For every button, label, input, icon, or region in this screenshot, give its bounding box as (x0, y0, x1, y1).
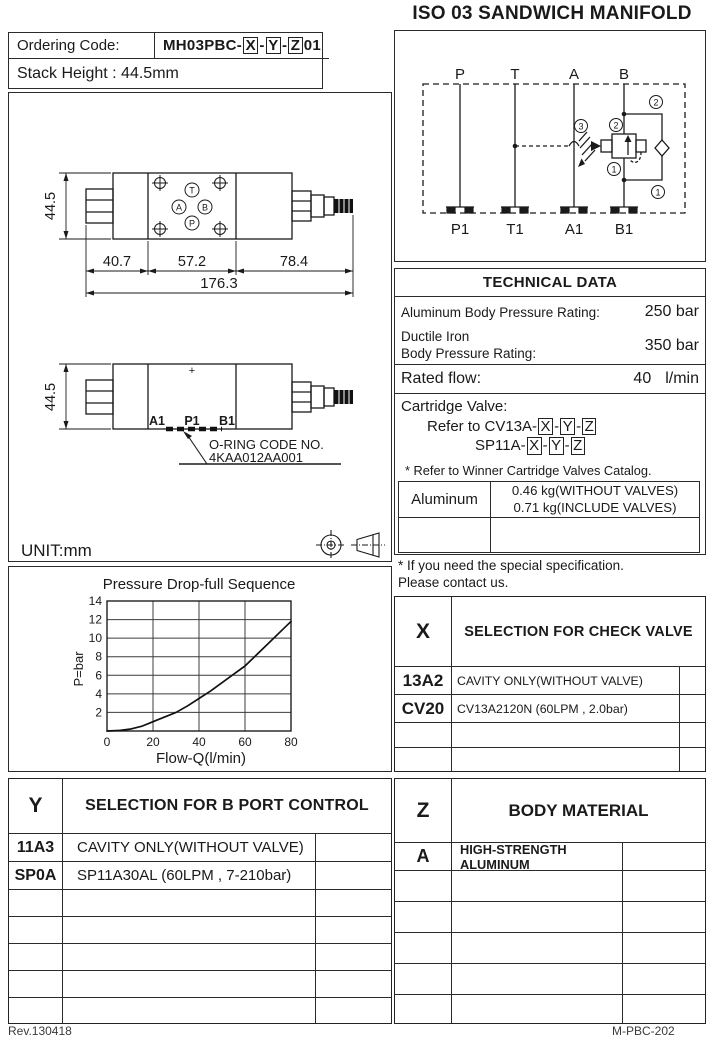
cartridge-note: * Refer to Winner Cartridge Valves Catalog. (405, 462, 652, 478)
z-row-desc (452, 902, 623, 933)
top-view-outline (86, 173, 334, 239)
weight-empty-cell (399, 518, 491, 552)
schematic-port-pads (446, 207, 638, 213)
oring-callout (166, 429, 341, 465)
aluminum-pressure-value: 250 bar (644, 303, 699, 320)
sequence-valve-body (612, 134, 636, 158)
side-view-thread-tip (334, 390, 353, 404)
y-row-desc (63, 917, 316, 944)
dim-height-side: 44.5 (43, 382, 59, 412)
code-y-box: Y (266, 37, 281, 55)
schematic-top-port-labels (455, 66, 629, 83)
weight-material-cell: Aluminum (399, 482, 491, 518)
y-row-code: 11A3 (9, 834, 63, 862)
callout-1-valve: 1 (611, 164, 617, 175)
x-row-desc (452, 723, 680, 748)
x-table-title-header: SELECTION FOR CHECK VALVE (452, 597, 705, 667)
revision-note: Rev.130418 (8, 1024, 72, 1038)
port-label-B1-side: B1 (219, 414, 235, 428)
junction-dot-b-bottom (622, 178, 627, 183)
chart-title: Pressure Drop-full Sequence (102, 576, 296, 593)
port-label-P1: P1 (450, 221, 470, 238)
z-row-code (395, 995, 452, 1023)
y-row-code (9, 998, 63, 1023)
aluminum-pressure-label: Aluminum Body Pressure Rating: (401, 304, 600, 320)
stack-height-label: Stack Height : 44.5mm (17, 64, 179, 82)
z-row-extra (623, 933, 705, 964)
dim-seg3: 78.4 (279, 254, 309, 270)
ordering-code-value: MH03PBC- X - Y - Z 01 (163, 36, 322, 54)
y-row-extra (316, 917, 391, 944)
port-pad-b1 (610, 207, 638, 213)
rated-flow-value: 40 (633, 370, 652, 387)
port-mark-P: P (188, 218, 196, 229)
check-valve-selection-table (394, 596, 706, 772)
y-tick-label: 2 (95, 705, 102, 720)
z-row-desc (452, 964, 623, 995)
port-label-B: B (618, 66, 630, 83)
y-row-desc (63, 944, 316, 971)
code-x-box: X (243, 37, 258, 55)
special-spec-note-line1: * If you need the special specification. (398, 558, 624, 573)
port-pad-t1 (501, 207, 529, 213)
cartridge-valve-section (395, 394, 705, 482)
x-row-desc (452, 748, 680, 771)
screw-icon (212, 221, 228, 237)
x-tick-label: 60 (238, 735, 252, 749)
junction-dot-t (513, 144, 518, 149)
z-row-code (395, 933, 452, 964)
x-tick-label: 20 (146, 735, 160, 749)
y-row-desc (63, 971, 316, 998)
b-port-control-selection-table (8, 778, 392, 1024)
x-tick-label: 40 (192, 735, 206, 749)
cv13a-x-box: X (538, 418, 553, 436)
junction-dot-b-top (622, 112, 627, 117)
y-tick-label: 10 (88, 631, 102, 646)
y-tick-label: 12 (88, 612, 102, 627)
chart-xlabel: Flow-Q(l/min) (156, 750, 246, 767)
port-mark-A: A (175, 202, 183, 213)
z-row-desc (452, 995, 623, 1023)
x-row-extra (680, 695, 705, 723)
weight-empty-cell (491, 518, 699, 552)
y-row-desc: CAVITY ONLY(WITHOUT VALVE) (63, 834, 316, 862)
pressure-drop-chart (9, 567, 390, 770)
y-tick-label: 14 (88, 594, 102, 608)
y-row-desc: SP11A30AL (60LPM , 7-210bar) (63, 862, 316, 890)
aluminum-pressure-row (395, 297, 705, 327)
port-label-A1-side: A1 (149, 414, 165, 428)
z-row-extra (623, 843, 705, 871)
schematic-bottom-port-labels (451, 221, 633, 238)
x-row-extra (680, 667, 705, 695)
dim-seg2: 57.2 (177, 254, 207, 270)
y-row-code (9, 944, 63, 971)
sp11a-z-box: Z (571, 437, 585, 455)
z-row-extra (623, 871, 705, 902)
code-suffix: 01 (303, 37, 322, 54)
special-spec-note (398, 558, 698, 592)
y-row-code (9, 890, 63, 917)
ductile-pressure-value: 350 bar (644, 336, 699, 354)
technical-data-panel (394, 268, 706, 555)
x-row-code (395, 748, 452, 771)
z-row-desc (452, 933, 623, 964)
center-plus-mark: + (188, 365, 196, 377)
port-label-A: A (568, 66, 580, 83)
spring-adjust-arrowhead (578, 159, 585, 168)
rated-flow-unit: l/min (665, 370, 699, 387)
weight-values-cell (491, 482, 699, 518)
code-prefix: MH03PBC- (163, 37, 243, 54)
body-material-selection-table (394, 778, 706, 1024)
port-mark-B: B (201, 202, 209, 213)
sp11a-prefix: SP11A- (475, 437, 526, 454)
cartridge-title: Cartridge Valve: (401, 398, 508, 415)
z-row-code (395, 871, 452, 902)
y-row-extra (316, 862, 391, 890)
document-number: M-PBC-202 (612, 1024, 675, 1038)
port-label-P1-side: P1 (184, 414, 200, 428)
dimension-drawings (9, 93, 390, 560)
weight-without-valves: 0.46 kg(WITHOUT VALVES) (511, 483, 679, 498)
rated-flow-label: Rated flow: (401, 370, 482, 387)
top-view-thread-tip (334, 199, 353, 213)
port-label-T1: T1 (506, 221, 524, 238)
port-pad-p1 (446, 207, 474, 213)
technical-data-title: TECHNICAL DATA (395, 269, 705, 297)
y-row-extra (316, 998, 391, 1023)
ordering-code-block (8, 32, 323, 89)
ordering-code-row (9, 33, 329, 59)
dim-height: 44.5 (43, 191, 59, 221)
port-label-B1: B1 (614, 221, 634, 238)
port-label-P: P (454, 66, 466, 83)
y-tick-label: 8 (95, 649, 102, 664)
port-mark-T: T (189, 185, 195, 196)
x-row-desc: CAVITY ONLY(WITHOUT VALVE) (452, 667, 680, 695)
x-row-extra (680, 748, 705, 771)
pilot-arrowhead (591, 141, 601, 151)
weight-include-valves: 0.71 kg(INCLUDE VALVES) (513, 499, 677, 515)
valve-side-block (636, 140, 646, 152)
sp11a-x-box: X (527, 437, 542, 455)
ductile-label-line1: Ductile Iron (401, 328, 470, 344)
screw-icon (152, 175, 168, 191)
rated-flow-row (395, 365, 705, 394)
y-row-extra (316, 834, 391, 862)
x-tick-label: 80 (284, 735, 298, 749)
y-row-extra (316, 890, 391, 917)
dim-seg1: 40.7 (102, 254, 132, 270)
weight-table (398, 481, 700, 553)
schematic-callouts (575, 96, 665, 199)
dim-total: 176.3 (200, 275, 238, 292)
callout-2-top: 2 (653, 97, 659, 108)
cv13a-prefix: Refer to CV13A- (427, 417, 538, 435)
x-row-code: 13A2 (395, 667, 452, 695)
z-row-code (395, 902, 452, 933)
y-tick-label: 4 (95, 686, 102, 701)
screw-icon (212, 175, 228, 191)
y-row-extra (316, 971, 391, 998)
y-table-title-header: SELECTION FOR B PORT CONTROL (63, 779, 391, 834)
special-spec-note-line2: Please contact us. (398, 574, 509, 590)
cv13a-y-box: Y (560, 418, 575, 436)
valve-flow-arrowhead (625, 135, 632, 142)
dimension-drawings-panel (8, 92, 392, 562)
chart-ylabel: P=bar (71, 651, 86, 687)
ductile-pressure-label (401, 329, 536, 363)
hydraulic-schematic-drawing (395, 31, 704, 260)
ductile-label-line2: Body Pressure Rating: (401, 345, 537, 361)
ordering-code-label: Ordering Code: (9, 33, 155, 58)
top-view-port-marks (172, 183, 212, 230)
callout-2-valve: 2 (613, 120, 619, 131)
y-row-extra (316, 944, 391, 971)
y-row-code (9, 971, 63, 998)
port-label-A1: A1 (564, 221, 584, 238)
x-row-code (395, 723, 452, 748)
callout-3-spring: 3 (578, 121, 584, 132)
hydraulic-schematic-panel (394, 30, 706, 262)
cartridge-ref-cv13a: Refer to CV13A- X - Y - Z (401, 417, 699, 437)
z-table-code-header: Z (395, 779, 452, 843)
oring-code-title: O-RING CODE NO. (209, 437, 324, 452)
port-label-T: T (510, 66, 520, 83)
ductile-pressure-row (395, 327, 705, 365)
z-row-extra (623, 995, 705, 1023)
cv13a-z-box: Z (582, 418, 596, 436)
callout-1-bottom: 1 (655, 187, 661, 198)
z-row-extra (623, 964, 705, 995)
leader-arrowhead (183, 431, 192, 439)
z-row-code (395, 964, 452, 995)
cartridge-ref-sp11a: SP11A- X - Y - Z (401, 436, 699, 456)
page-title: ISO 03 SANDWICH MANIFOLD (412, 3, 692, 24)
check-valve-symbol (655, 140, 669, 156)
y-row-code (9, 917, 63, 944)
z-row-extra (623, 902, 705, 933)
side-view-port-labels (149, 414, 235, 428)
port-pad-a1 (560, 207, 588, 213)
z-table-title-header: BODY MATERIAL (452, 779, 705, 843)
y-row-desc (63, 890, 316, 917)
code-z-box: Z (288, 37, 302, 55)
x-row-code: CV20 (395, 695, 452, 723)
pressure-drop-chart-panel (8, 566, 392, 772)
z-row-desc: HIGH-STRENGTH ALUMINUM (452, 843, 623, 871)
y-table-code-header: Y (9, 779, 63, 834)
y-row-code: SP0A (9, 862, 63, 890)
x-table-code-header: X (395, 597, 452, 667)
oring-code-number: 4KAA012AA001 (209, 450, 303, 465)
y-tick-label: 6 (95, 668, 102, 683)
projection-cone-icon (351, 533, 385, 557)
side-view-outline (86, 364, 334, 429)
pilot-piston (601, 140, 612, 152)
schematic-lines (423, 84, 685, 213)
projection-target-icon (316, 530, 346, 560)
y-row-desc (63, 998, 316, 1023)
x-row-desc: CV13A2120N (60LPM , 2.0bar) (452, 695, 680, 723)
screw-icon (152, 221, 168, 237)
sp11a-y-box: Y (549, 437, 564, 455)
z-row-desc (452, 871, 623, 902)
side-view-dimension-lines (59, 364, 111, 429)
unit-note: UNIT:mm (21, 541, 92, 560)
z-row-code: A (395, 843, 452, 871)
x-tick-label: 0 (103, 735, 111, 749)
x-row-extra (680, 723, 705, 748)
